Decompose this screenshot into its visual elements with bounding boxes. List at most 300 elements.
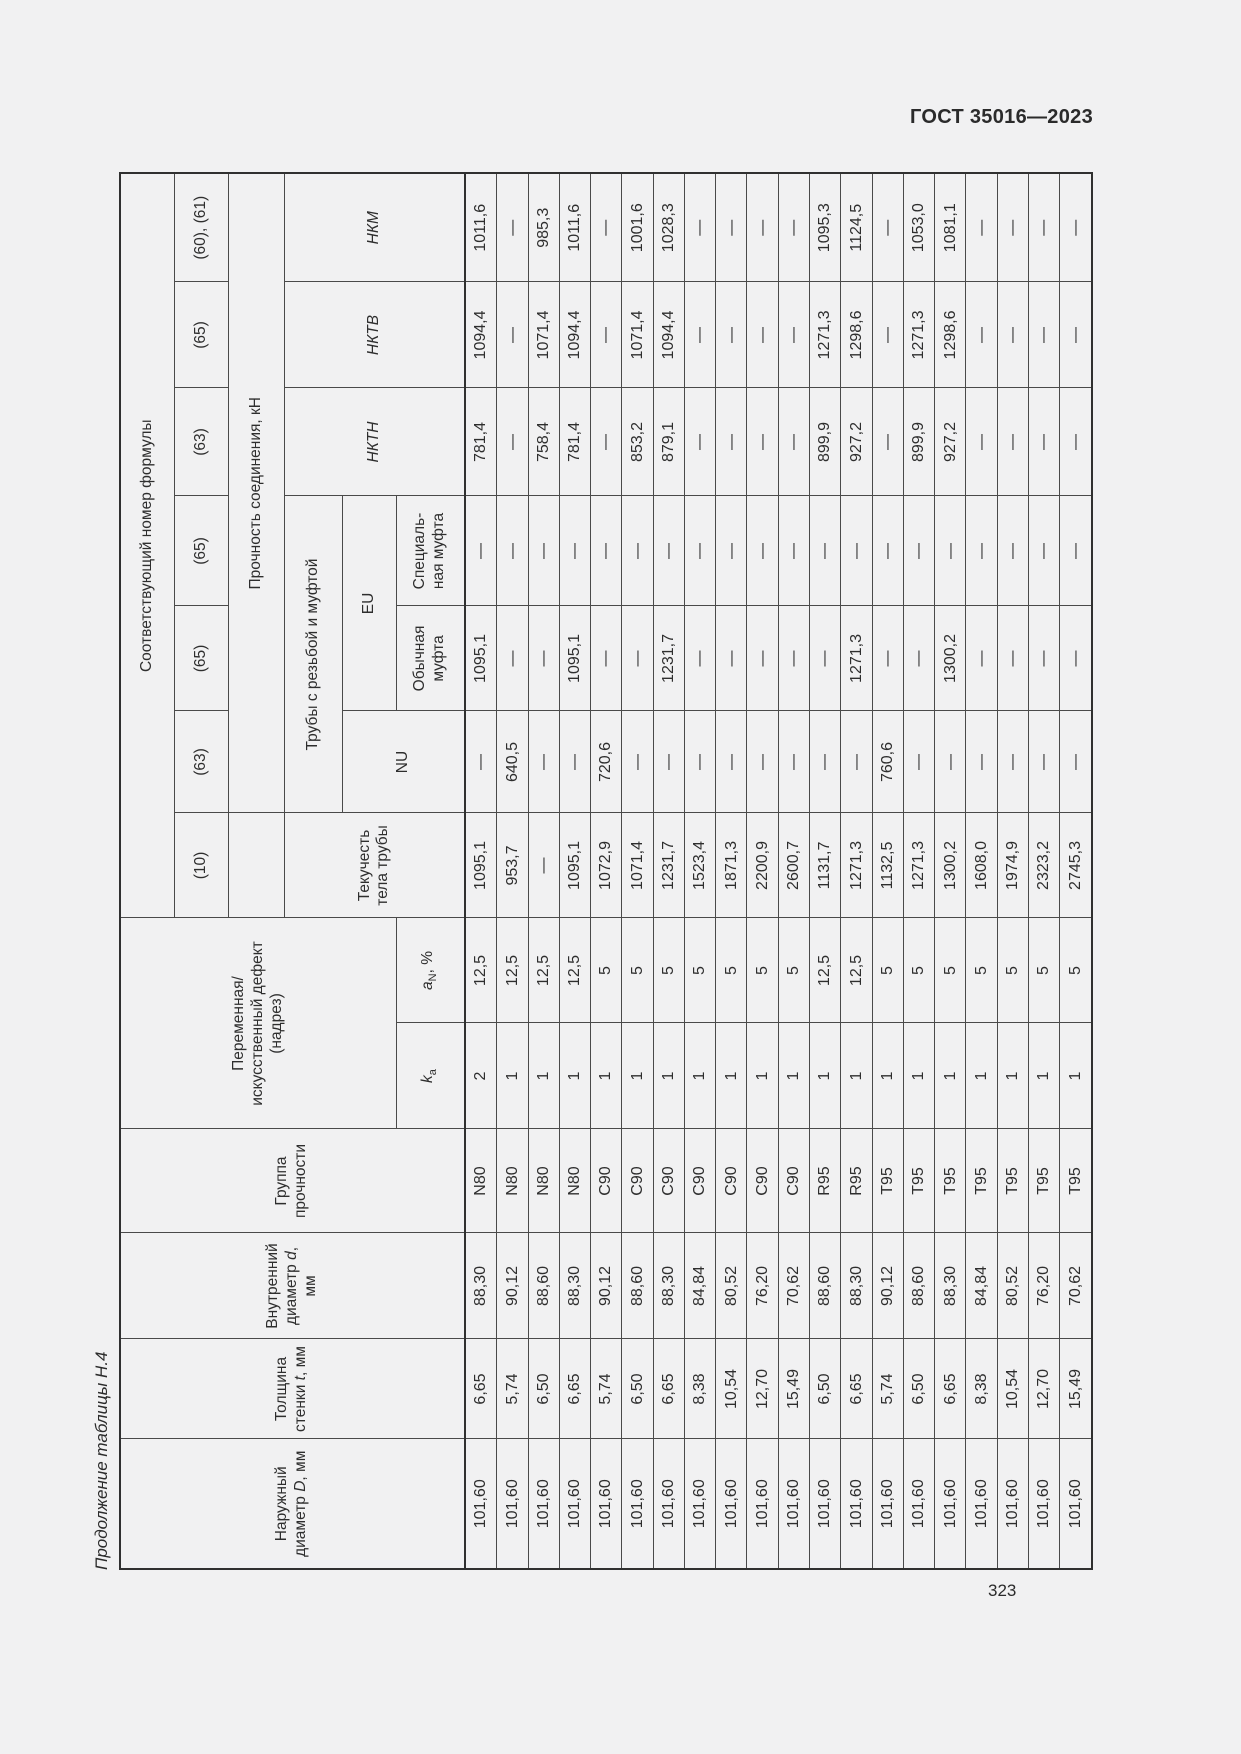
table-row	[497, 173, 528, 1569]
table-row	[653, 173, 684, 1569]
table-row	[810, 173, 841, 1569]
data-cell: —	[966, 496, 997, 606]
data-cell: 88,60	[528, 1233, 559, 1339]
data-cell: —	[591, 388, 622, 496]
data-cell: —	[778, 606, 809, 711]
data-cell: —	[716, 496, 747, 606]
data-cell: —	[872, 606, 903, 711]
data-cell: —	[1029, 711, 1060, 813]
data-cell: 1271,3	[903, 813, 934, 918]
data-cell: —	[716, 173, 747, 282]
data-cell: 5	[684, 918, 715, 1023]
data-cell: 1231,7	[653, 813, 684, 918]
table-row	[465, 173, 497, 1569]
data-cell: 879,1	[653, 388, 684, 496]
data-cell: 101,60	[903, 1439, 934, 1569]
data-cell: 1608,0	[966, 813, 997, 918]
formula-number-cell: (65)	[175, 606, 228, 711]
data-cell: 6,50	[528, 1339, 559, 1439]
data-cell: —	[465, 711, 497, 813]
data-cell: 1095,1	[465, 606, 497, 711]
data-cell: 1271,3	[841, 813, 872, 918]
data-cell: 101,60	[872, 1439, 903, 1569]
data-cell: 6,65	[559, 1339, 590, 1439]
data-cell: 90,12	[872, 1233, 903, 1339]
data-cell: 12,5	[810, 918, 841, 1023]
col-header-threaded-pipes: Трубы с резьбой и муфтой	[285, 496, 343, 813]
data-cell: 1001,6	[622, 173, 653, 282]
data-cell: C90	[716, 1129, 747, 1233]
data-cell: 5	[872, 918, 903, 1023]
data-cell: 5	[997, 918, 1028, 1023]
data-cell: 1071,4	[622, 282, 653, 388]
data-cell: 1	[778, 1023, 809, 1129]
data-cell: 1081,1	[935, 173, 966, 282]
data-cell: —	[997, 282, 1028, 388]
data-cell: —	[653, 496, 684, 606]
data-cell: 1	[622, 1023, 653, 1129]
data-cell: —	[465, 496, 497, 606]
data-cell: —	[684, 173, 715, 282]
data-cell: —	[497, 282, 528, 388]
data-cell: —	[747, 606, 778, 711]
col-header-nktn: НКТН	[285, 388, 465, 496]
table-row	[559, 173, 590, 1569]
data-cell: 90,12	[591, 1233, 622, 1339]
col-header-nkm: НКМ	[285, 173, 465, 282]
data-cell: —	[591, 282, 622, 388]
data-cell: 90,12	[497, 1233, 528, 1339]
data-cell: 1	[1060, 1023, 1092, 1129]
data-cell: 1	[716, 1023, 747, 1129]
data-cell: 88,30	[559, 1233, 590, 1339]
col-header-formula-group: Соответствующий номер формулы	[120, 173, 175, 918]
table-row	[997, 173, 1028, 1569]
data-cell: 1071,4	[622, 813, 653, 918]
data-cell: 12,5	[559, 918, 590, 1023]
data-cell: 2200,9	[747, 813, 778, 918]
data-cell: —	[841, 711, 872, 813]
data-cell: —	[653, 711, 684, 813]
data-cell: —	[1060, 173, 1092, 282]
table-row	[841, 173, 872, 1569]
data-cell: 1271,3	[841, 606, 872, 711]
data-cell: 1094,4	[653, 282, 684, 388]
col-header-ka: $k_a$	[396, 1023, 465, 1129]
data-cell: 101,60	[997, 1439, 1028, 1569]
data-cell: 1	[653, 1023, 684, 1129]
data-cell: 927,2	[841, 388, 872, 496]
data-cell: 101,60	[716, 1439, 747, 1569]
col-header-outer-diameter: Наружный диаметр D, мм	[120, 1439, 465, 1569]
data-cell: 15,49	[778, 1339, 809, 1439]
data-cell: 101,60	[591, 1439, 622, 1569]
data-cell: C90	[684, 1129, 715, 1233]
data-cell: 1271,3	[903, 282, 934, 388]
data-cell: 853,2	[622, 388, 653, 496]
data-cell: 5	[778, 918, 809, 1023]
data-cell: —	[497, 606, 528, 711]
data-cell: 76,20	[747, 1233, 778, 1339]
table-caption: Продолжение таблицы Н.4	[92, 1351, 111, 1570]
data-cell: —	[1029, 606, 1060, 711]
table-row	[747, 173, 778, 1569]
data-cell: 1072,9	[591, 813, 622, 918]
data-cell: 927,2	[935, 388, 966, 496]
data-cell: 5,74	[497, 1339, 528, 1439]
data-cell: 101,60	[778, 1439, 809, 1569]
data-cell: 2323,2	[1029, 813, 1060, 918]
data-cell: 88,60	[622, 1233, 653, 1339]
data-cell: 1095,1	[559, 813, 590, 918]
data-cell: 1071,4	[528, 282, 559, 388]
data-cell: —	[716, 388, 747, 496]
table-row	[591, 173, 622, 1569]
formula-number-cell: (10)	[175, 813, 228, 918]
data-cell: 1	[810, 1023, 841, 1129]
data-cell: —	[622, 606, 653, 711]
data-cell: —	[810, 711, 841, 813]
data-cell: —	[747, 173, 778, 282]
col-header-strength-group: Группа прочности	[120, 1129, 465, 1233]
data-cell: —	[559, 711, 590, 813]
data-cell: 88,60	[903, 1233, 934, 1339]
data-cell: 12,5	[528, 918, 559, 1023]
data-cell: T95	[903, 1129, 934, 1233]
data-cell: C90	[747, 1129, 778, 1233]
col-header-nktv: НКТВ	[285, 282, 465, 388]
data-cell: 5	[1029, 918, 1060, 1023]
col-header-eu: EU	[343, 496, 396, 711]
data-cell: —	[747, 711, 778, 813]
data-cell: 5,74	[591, 1339, 622, 1439]
table-row	[622, 173, 653, 1569]
data-cell: T95	[997, 1129, 1028, 1233]
data-cell: —	[684, 282, 715, 388]
data-cell: 15,49	[1060, 1339, 1092, 1439]
data-cell: 899,9	[903, 388, 934, 496]
data-cell: 101,60	[465, 1439, 497, 1569]
data-cell: 5	[716, 918, 747, 1023]
data-cell: R95	[841, 1129, 872, 1233]
data-cell: 1094,4	[465, 282, 497, 388]
data-cell: —	[1060, 606, 1092, 711]
data-cell: 101,60	[497, 1439, 528, 1569]
data-cell: —	[591, 173, 622, 282]
data-cell: 5	[935, 918, 966, 1023]
data-cell: 1	[497, 1023, 528, 1129]
data-cell: —	[1060, 282, 1092, 388]
data-cell: 6,65	[653, 1339, 684, 1439]
data-cell: C90	[653, 1129, 684, 1233]
data-cell: C90	[622, 1129, 653, 1233]
data-cell: —	[716, 282, 747, 388]
data-cell: 12,5	[465, 918, 497, 1023]
data-cell: 88,30	[935, 1233, 966, 1339]
data-cell: 12,5	[497, 918, 528, 1023]
data-cell: 101,60	[935, 1439, 966, 1569]
data-cell: 953,7	[497, 813, 528, 918]
data-cell: C90	[591, 1129, 622, 1233]
data-cell: —	[497, 173, 528, 282]
data-cell: —	[1029, 282, 1060, 388]
data-cell: —	[591, 606, 622, 711]
data-cell: —	[966, 711, 997, 813]
formula-number-cell: (65)	[175, 282, 228, 388]
data-cell: 101,60	[966, 1439, 997, 1569]
data-cell: —	[747, 388, 778, 496]
data-cell: —	[997, 711, 1028, 813]
standard-header: ГОСТ 35016—2023	[910, 106, 1093, 128]
data-cell: 12,5	[841, 918, 872, 1023]
data-cell: 1	[872, 1023, 903, 1129]
data-cell: 1132,5	[872, 813, 903, 918]
data-cell: 760,6	[872, 711, 903, 813]
data-cell: N80	[528, 1129, 559, 1233]
table-row	[872, 173, 903, 1569]
data-cell: 101,60	[559, 1439, 590, 1569]
rotated-table-sheet	[91, 174, 1093, 1570]
col-header-regular-coupling: Обычная муфта	[396, 606, 465, 711]
data-cell: T95	[1060, 1129, 1092, 1233]
data-cell: —	[684, 711, 715, 813]
data-cell: 5	[622, 918, 653, 1023]
data-cell: 1	[591, 1023, 622, 1129]
data-cell: 1	[903, 1023, 934, 1129]
data-cell: 1028,3	[653, 173, 684, 282]
page-number: 323	[988, 1581, 1017, 1600]
data-cell: —	[684, 388, 715, 496]
data-cell: —	[747, 282, 778, 388]
table-row	[778, 173, 809, 1569]
data-cell: —	[778, 388, 809, 496]
data-cell: 1	[684, 1023, 715, 1129]
data-cell: R95	[810, 1129, 841, 1233]
data-cell: 1053,0	[903, 173, 934, 282]
table-row	[935, 173, 966, 1569]
data-cell: 5,74	[872, 1339, 903, 1439]
data-cell: —	[903, 496, 934, 606]
data-cell: 101,60	[528, 1439, 559, 1569]
data-cell: —	[997, 496, 1028, 606]
data-cell: —	[872, 282, 903, 388]
data-cell: —	[528, 813, 559, 918]
data-cell: 12,70	[1029, 1339, 1060, 1439]
data-cell: 80,52	[716, 1233, 747, 1339]
data-cell: 758,4	[528, 388, 559, 496]
data-cell: 781,4	[465, 388, 497, 496]
data-cell: —	[935, 711, 966, 813]
data-cell: 8,38	[966, 1339, 997, 1439]
col-header-special-coupling: Специаль- ная муфта	[396, 496, 465, 606]
strength-table	[119, 172, 1093, 1570]
formula-number-cell: (63)	[175, 388, 228, 496]
data-cell: 101,60	[622, 1439, 653, 1569]
data-cell: —	[1060, 496, 1092, 606]
data-cell: —	[903, 606, 934, 711]
data-cell: 1	[997, 1023, 1028, 1129]
data-cell: 2745,3	[1060, 813, 1092, 918]
data-cell: 1298,6	[841, 282, 872, 388]
data-cell: 80,52	[997, 1233, 1028, 1339]
data-cell: 1131,7	[810, 813, 841, 918]
data-cell: —	[1060, 711, 1092, 813]
col-header-an: $a_N$, %	[396, 918, 465, 1023]
formula-number-cell: (60), (61)	[175, 173, 228, 282]
data-cell: 70,62	[1060, 1233, 1092, 1339]
data-cell: —	[684, 496, 715, 606]
data-cell: 2	[465, 1023, 497, 1129]
data-cell: 1871,3	[716, 813, 747, 918]
data-cell: 985,3	[528, 173, 559, 282]
data-cell: 5	[903, 918, 934, 1023]
formula-number-cell: (63)	[175, 711, 228, 813]
data-cell: —	[591, 496, 622, 606]
data-cell: 101,60	[653, 1439, 684, 1569]
table-row	[716, 173, 747, 1569]
data-cell: 6,50	[903, 1339, 934, 1439]
data-cell: 1	[528, 1023, 559, 1129]
empty-header-cell	[228, 813, 284, 918]
data-cell: 5	[966, 918, 997, 1023]
data-cell: 1271,3	[810, 282, 841, 388]
data-cell: 1300,2	[935, 813, 966, 918]
data-cell: 101,60	[747, 1439, 778, 1569]
data-cell: —	[997, 388, 1028, 496]
data-cell: 1095,3	[810, 173, 841, 282]
data-cell: 781,4	[559, 388, 590, 496]
col-header-inner-diameter: Внутренний диаметр d, мм	[120, 1233, 465, 1339]
data-cell: —	[716, 711, 747, 813]
data-cell: 1231,7	[653, 606, 684, 711]
data-cell: —	[872, 388, 903, 496]
data-cell: —	[778, 711, 809, 813]
data-cell: —	[966, 388, 997, 496]
col-header-joint-strength: Прочность соединения, кН	[228, 173, 284, 813]
col-header-body-yield: Текучесть тела трубы	[285, 813, 465, 918]
data-cell: 84,84	[966, 1233, 997, 1339]
data-cell: 899,9	[810, 388, 841, 496]
data-cell: 6,50	[810, 1339, 841, 1439]
col-header-wall-thickness: Толщина стенки t, мм	[120, 1339, 465, 1439]
data-cell: 720,6	[591, 711, 622, 813]
data-cell: T95	[1029, 1129, 1060, 1233]
data-cell: 101,60	[810, 1439, 841, 1569]
data-cell: 10,54	[997, 1339, 1028, 1439]
data-cell: —	[747, 496, 778, 606]
data-cell: 12,70	[747, 1339, 778, 1439]
data-cell: N80	[465, 1129, 497, 1233]
data-cell: 101,60	[684, 1439, 715, 1569]
data-cell: —	[935, 496, 966, 606]
data-cell: 6,65	[465, 1339, 497, 1439]
data-cell: —	[966, 282, 997, 388]
data-cell: —	[559, 496, 590, 606]
data-cell: —	[716, 606, 747, 711]
data-cell: —	[966, 173, 997, 282]
data-cell: 5	[653, 918, 684, 1023]
data-cell: 70,62	[778, 1233, 809, 1339]
data-cell: 101,60	[841, 1439, 872, 1569]
data-cell: 5	[747, 918, 778, 1023]
data-cell: T95	[966, 1129, 997, 1233]
data-cell: —	[778, 173, 809, 282]
data-cell: 1095,1	[559, 606, 590, 711]
data-cell: —	[841, 496, 872, 606]
data-cell: N80	[497, 1129, 528, 1233]
col-header-defect-group: Переменная/ искусственный дефект (надрез)	[120, 918, 396, 1129]
data-cell: 10,54	[716, 1339, 747, 1439]
data-cell: 6,65	[935, 1339, 966, 1439]
data-cell: —	[997, 606, 1028, 711]
data-cell: 1	[747, 1023, 778, 1129]
data-cell: —	[622, 711, 653, 813]
data-cell: 5	[591, 918, 622, 1023]
data-cell: C90	[778, 1129, 809, 1233]
data-cell: T95	[935, 1129, 966, 1233]
data-cell: —	[778, 496, 809, 606]
data-cell: 1298,6	[935, 282, 966, 388]
data-cell: 6,50	[622, 1339, 653, 1439]
data-cell: 2600,7	[778, 813, 809, 918]
data-cell: —	[966, 606, 997, 711]
data-cell: —	[810, 496, 841, 606]
data-cell: 1300,2	[935, 606, 966, 711]
data-cell: 88,30	[465, 1233, 497, 1339]
data-cell: —	[497, 496, 528, 606]
table-row	[966, 173, 997, 1569]
data-cell: 1124,5	[841, 173, 872, 282]
data-cell: 1	[841, 1023, 872, 1129]
data-cell: 88,30	[653, 1233, 684, 1339]
data-cell: 88,60	[810, 1233, 841, 1339]
data-cell: —	[1029, 388, 1060, 496]
data-cell: —	[903, 711, 934, 813]
data-cell: 8,38	[684, 1339, 715, 1439]
formula-number-cell: (65)	[175, 496, 228, 606]
data-cell: —	[1029, 173, 1060, 282]
data-cell: —	[810, 606, 841, 711]
data-cell: —	[622, 496, 653, 606]
data-cell: —	[684, 606, 715, 711]
table-row	[1029, 173, 1060, 1569]
table-row	[528, 173, 559, 1569]
data-cell: 76,20	[1029, 1233, 1060, 1339]
data-cell: 1094,4	[559, 282, 590, 388]
col-header-nu: NU	[343, 711, 465, 813]
data-cell: 1	[966, 1023, 997, 1129]
data-cell: 640,5	[497, 711, 528, 813]
data-cell: 6,65	[841, 1339, 872, 1439]
data-cell: 1	[935, 1023, 966, 1129]
data-cell: 1974,9	[997, 813, 1028, 918]
data-cell: —	[528, 711, 559, 813]
data-cell: 5	[1060, 918, 1092, 1023]
data-cell: —	[528, 496, 559, 606]
data-cell: —	[872, 496, 903, 606]
data-cell: 1011,6	[465, 173, 497, 282]
data-cell: —	[528, 606, 559, 711]
data-cell: T95	[872, 1129, 903, 1233]
data-cell: 101,60	[1029, 1439, 1060, 1569]
data-cell: —	[872, 173, 903, 282]
data-cell: 1	[1029, 1023, 1060, 1129]
table-row	[684, 173, 715, 1569]
data-cell: 1	[559, 1023, 590, 1129]
data-cell: N80	[559, 1129, 590, 1233]
data-cell: 1095,1	[465, 813, 497, 918]
data-cell: —	[997, 173, 1028, 282]
